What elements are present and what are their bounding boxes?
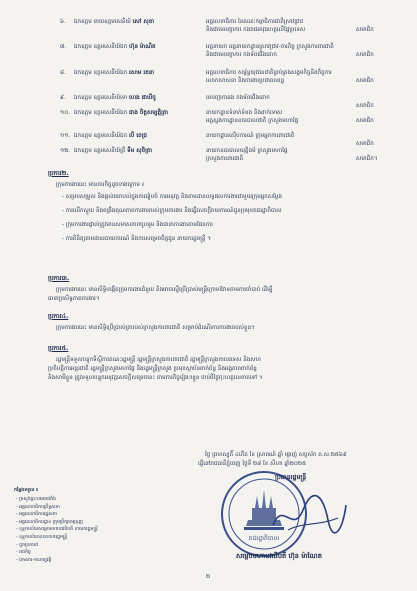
article-bullet: - សម្របសម្រួល និងផ្តល់យោបល់ក្នុងការរៀបចំ ការអនុវត្ត និងតាមដានលទ្ធផលការងារជាមួយក្រុមអ្នកសម្ដែង — [62, 194, 282, 200]
article-heading: ប្រការ៣. — [48, 275, 70, 282]
member-label: សមាជិក — [356, 141, 374, 147]
article-text-line2: ប្រតិបត្តិការអន្តរជាតិ រដ្ឋមន្ត្រីក្រសួងមហាផ្ទៃ និងរដ្ឋមន្ត្រីក្រសួង ប្រមុខស្ថាប័នពាក់ព័ន្ធ និងអង្គភាពពាក់ព័ន្ធ — [48, 366, 257, 372]
article-heading: ប្រការ៤. — [48, 313, 69, 320]
member-name: ឯកឧត្តម នាយឧត្តមសេនីយ៍ សៅ សុខា — [74, 19, 155, 25]
member-name: ឯកឧត្តម ឧត្តមសេនីយ៍ឯក ហ៊ុន ម៉ាណិត — [74, 44, 156, 50]
cc-item: - អគ្គលេខាធិការរដ្ឋសភា — [16, 512, 58, 518]
signature-title: ប្រធានរដ្ឋមន្ត្រី — [275, 474, 307, 481]
member-label: សមាជិក — [356, 27, 374, 33]
member-number: ១២. — [60, 148, 71, 154]
page-number: ២ — [206, 574, 211, 580]
article-bullet: - ក្រុមការងារផ្ទាល់ត្រូវមានសមាសភាពចូលរួម និងធានាការងារតាមផែនការ — [62, 222, 213, 228]
member-number: ១០. — [60, 110, 70, 116]
member-role-line2: លោកសាសនា និងការងារប្រជាពលរដ្ឋ — [206, 78, 285, 84]
member-role: មេបញ្ជាការរង កងទ័ពជើងគោក — [206, 95, 270, 101]
cc-title: កន្លែងទទួល ៖ — [14, 488, 39, 493]
member-name: ឯកឧត្តម ឧត្តមសេនីយ៍ត្រី ទឹម សុចិត្រា — [74, 148, 153, 154]
member-name: ឯកឧត្តម ឧត្តមសេនីយ៍ទោ ហេង ផាឃីចូ — [74, 95, 156, 101]
member-role: នាយកដ្ឋានទំនាក់ទំនង និងដាក់ទោស — [206, 110, 283, 116]
member-role: នាយកដ្ឋានស៊ើបការណ៍ ក្រុមអ្នកការពារជាតិ — [206, 133, 295, 139]
member-role-line2: អគ្គស្នងការដ្ឋាននគរបាលជាតិ ក្រសួងមហាផ្ទៃ — [206, 118, 299, 124]
handwritten-signature — [268, 490, 348, 540]
cc-item: - ឯកសារ-កាលប្បវត្តិ — [16, 557, 52, 563]
member-label: សមាជិក — [356, 118, 374, 124]
article-text-line3: និងសាមីខ្លួន ត្រូវទទួលបន្ទុកអនុវត្តសេចក្តីសម្រេចនេះ តាមភារកិច្ចរៀងៗខ្លួន ចាប់ពីថ្ងៃចុះហត្ថលេខាតទៅ ។ — [48, 375, 263, 381]
article-text-line2: ធានាប្រសិទ្ធភាពការងារ។ — [48, 296, 100, 302]
cc-item: - រាជកិច្ច — [16, 550, 31, 556]
member-number: ១១. — [60, 133, 71, 139]
solar-date-line: ធ្វើនៅរាជធានីភ្នំពេញ ថ្ងៃទី ២៨ ខែ សីហា ឆ្នាំ២០២៥ — [198, 461, 307, 467]
article-bullet: - ការលើកស្ទួយ និងពង្រឹងគុណភាពការងាររបស់ក្រុមការងារ និងធ្វើសេចក្តីរាយការណ៍ជូនប្រមុខរាជរដ្ឋាភិបាល — [62, 208, 282, 214]
member-name: ឯកឧត្តម ឧត្តមសេនីយ៍ឯក សោម រតនា — [74, 70, 155, 76]
cc-item: - ខុទ្ទកាល័យឧបនាយករដ្ឋមន្ត្រី — [16, 535, 68, 540]
article-bullet: - ការពិនិត្យតាមដានរបាយការណ៍ និងការសម្រេចចិត្តជូន នាយករដ្ឋមន្ត្រី ។ — [62, 236, 211, 242]
cc-item: - អគ្គលេខាធិការដ្ឋាន ក្រុមប្រឹក្សាធម្មនុញ្ញ — [16, 519, 83, 525]
member-role: អគ្គលេខាធិការ នៃគណៈកម្មាធិការជាតិស្រាវជ្រាវ — [206, 19, 304, 25]
member-name: ឯកឧត្តម ឧត្តមសេនីយ៍ឯក លី ពេជ្រ — [74, 133, 147, 139]
member-label: សមាជិក — [356, 103, 374, 109]
article-intro: ក្រុមការងារនេះ មានភារកិច្ចដូចខាងក្រោម ៖ — [56, 182, 145, 188]
cc-item: - ដូចប្រការ៥ — [16, 542, 39, 548]
member-label: សមាជិក។ — [356, 156, 378, 162]
article-heading: ប្រការ៥. — [48, 345, 69, 352]
cc-item: - អគ្គលេខាធិការព្រឹទ្ធសភា — [16, 504, 60, 510]
member-role-line2: និងជាមេបញ្ជាការ កងរាជអាវុធហត្ថលើផ្ទៃប្រទេស — [206, 27, 306, 33]
member-label: សមាជិក — [356, 52, 374, 58]
member-number: ៦. — [60, 19, 66, 25]
lunar-date-line: ថ្ងៃ ព្រហស្បតិ៍ ៤កើត ខែ ស្រាពណ៍ ឆ្នាំ ម្សាញ់ សប្តស័ក ព.ស.២៥៦៩ — [205, 452, 347, 458]
member-number: ៩. — [60, 95, 66, 101]
member-role: អគ្គនាយក អគ្គនាយកដ្ឋានស្រាវជ្រាវ-ចារកិច្ច ក្រសួងការពារជាតិ — [206, 44, 334, 50]
article-text: ក្រុមការងារនេះ មានសិទ្ធិប្រើប្រាស់ត្រារបស់ក្រសួងការពារជាតិ សម្រាប់ដំណើរការការងាររបស់ខ្លួន។ — [56, 325, 255, 331]
member-role-line2: និងជាមេបញ្ជាការ កងទ័ពជើងគោក — [206, 52, 277, 58]
seal-text: រាជរដ្ឋាភិបាល — [248, 535, 280, 542]
member-label: សមាជិក — [356, 78, 374, 84]
article-heading: ប្រការ២. — [48, 170, 69, 177]
member-role: នាយកនគរបាលយុត្តិធម៌ ក្រសួងមហាផ្ទៃ — [206, 148, 288, 154]
member-role-line2: ក្រសួងការពារជាតិ — [206, 156, 244, 162]
member-role: អគ្គលេខាធិការ សម្ព័ន្ធយុវជនជាតិគ្រប់គ្រងសង្គមកិច្ចនិងកិច្ចការ — [206, 70, 332, 76]
article-text: រដ្ឋមន្ត្រីទទួលបន្ទុកទីស្ដីការគណៈរដ្ឋមន្ត្រី រដ្ឋមន្ត្រីក្រសួងការពារជាតិ រដ្ឋមន្ត្រីក្រសួងការបរទេស និងសហ — [56, 357, 261, 363]
member-number: ៨. — [60, 70, 66, 76]
article-text: ក្រុមការងារនេះ មានសិទ្ធិបង្កើតក្រុមការងារជំនួយ និងអាចស្នើប្រើប្រាស់មន្ត្រីក្រោមឱវាទតាមការចាំបាច់ ដើម្បី — [56, 287, 273, 293]
signature-name: សម្ដេចមហាបវរធិបតី ហ៊ុន ម៉ាណែត — [236, 552, 322, 560]
member-name: ឯកឧត្តម ឧត្តមសេនីយ៍ឯក ជាង ចិត្តសម្បត្តិត្រា — [74, 110, 169, 116]
cc-item: - ខុទ្ទកាល័យសម្ដេចមហាបវរធិបតី នាយករដ្ឋមន្ត្រី — [16, 527, 98, 533]
cc-item: - ក្រសួងព្រះបរមរាជវាំង — [16, 497, 56, 502]
member-number: ៧. — [60, 44, 67, 50]
